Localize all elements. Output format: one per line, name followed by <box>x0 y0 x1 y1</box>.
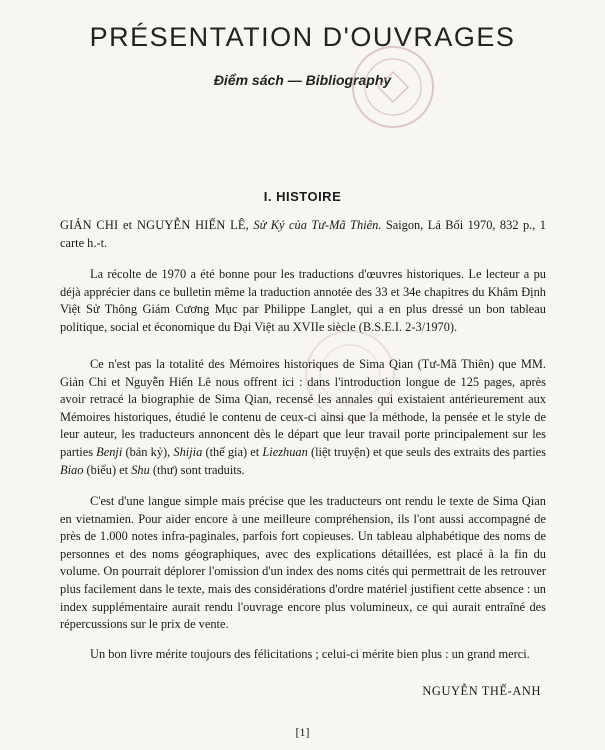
paragraph-2-text: (bản kỷ), <box>122 444 174 459</box>
paragraph-1: La récolte de 1970 a été bonne pour les traductions d'œuvres historiques. Le lecteur a pu déjà apprécier dans ce bulletin même la traduction annotée des 33 et 34e chapitres du Khâm Định Việt Sử Thông Giám Cương Mục par Philippe Langlet, qui a en plus dressé un bon tableau politique, social et économique du Đại Việt au XVIIe siècle (B.S.E.I. 2-3/1970). <box>60 267 546 334</box>
term-benji: Benji <box>96 444 123 459</box>
paragraph-3: C'est d'une langue simple mais précise que les traducteurs ont rendu le texte de Sima Qian en vietnamien. Pour aider encore à une meilleure compréhension, ils l'ont aussi accompagné de près de 1.000 notes infra-paginales, parfois fort copieuses. Un tableau alphabétique des noms de personnes et des noms géographiques, avec des explications détaillées, est placé à la fin du volume. On pourrait déplorer l'omission d'un index des noms cités qui permettrait de les retrouver plus facilement dans le texte, mais des considérations d'ordre matériel justifient cette absence : un index supplémentaire aurait rendu l'ouvrage encore plus volumineux, ce qui aurait entraîné des répercussions sur le prix de vente. <box>60 494 546 632</box>
paragraph-2-text: (thư) sont traduits. <box>149 462 245 477</box>
section-heading: I. HISTOIRE <box>263 189 342 204</box>
paragraph-2-text: (liệt truyện) et que seuls des extraits des parties <box>307 444 546 459</box>
paragraph-2-text: (thế gia) et <box>202 444 263 459</box>
paragraph-2-text: (biểu) et <box>83 462 132 477</box>
paragraph-2 <box>60 356 546 479</box>
term-shu: Shu <box>131 462 150 477</box>
page-subtitle: Điểm sách — Bibliography <box>213 72 392 88</box>
paragraph-2-text: Ce n'est pas la totalité des Mémoires historiques de Sima Qian (Tư-Mã Thiên) que MM. Giản Chi et Nguyễn Hiến Lê nous offrent ici : dans l'introduction longue de 125 pages, après avoir retracé la biographie de Sima Qian, recensé les annales qui existaient antérieurement aux Mémoires historiques, étudié le contenu de ceux-ci ainsi que la méthode, la pensée et le style de leur auteur, les traducteurs annoncent dès le départ que leur travail porte principalement sur les parties <box>60 357 546 459</box>
book-authors: GIẢN CHI et NGUYỄN HIẾN LÊ, <box>60 218 249 232</box>
paragraph-4: Un bon livre mérite toujours des félicitations ; celui-ci mérite bien plus : un grand merci. <box>90 647 530 661</box>
page-number: [1] <box>295 725 310 739</box>
bibliography-entry <box>60 217 546 252</box>
book-details: Saigon, Lá Bối 1970, 832 p., 1 carte h.-t. <box>60 218 546 250</box>
term-biao: Biao <box>60 462 84 477</box>
page-title: PRÉSENTATION D'OUVRAGES <box>89 22 516 52</box>
reviewer-signature: NGUYỄN THẾ-ANH <box>422 684 541 698</box>
term-liezhuan: Liezhuan <box>262 444 308 459</box>
library-stamp-icon <box>348 42 438 132</box>
book-title: Sử Ký của Tư-Mã Thiên. <box>253 218 382 232</box>
term-shijia: Shijia <box>173 444 203 459</box>
